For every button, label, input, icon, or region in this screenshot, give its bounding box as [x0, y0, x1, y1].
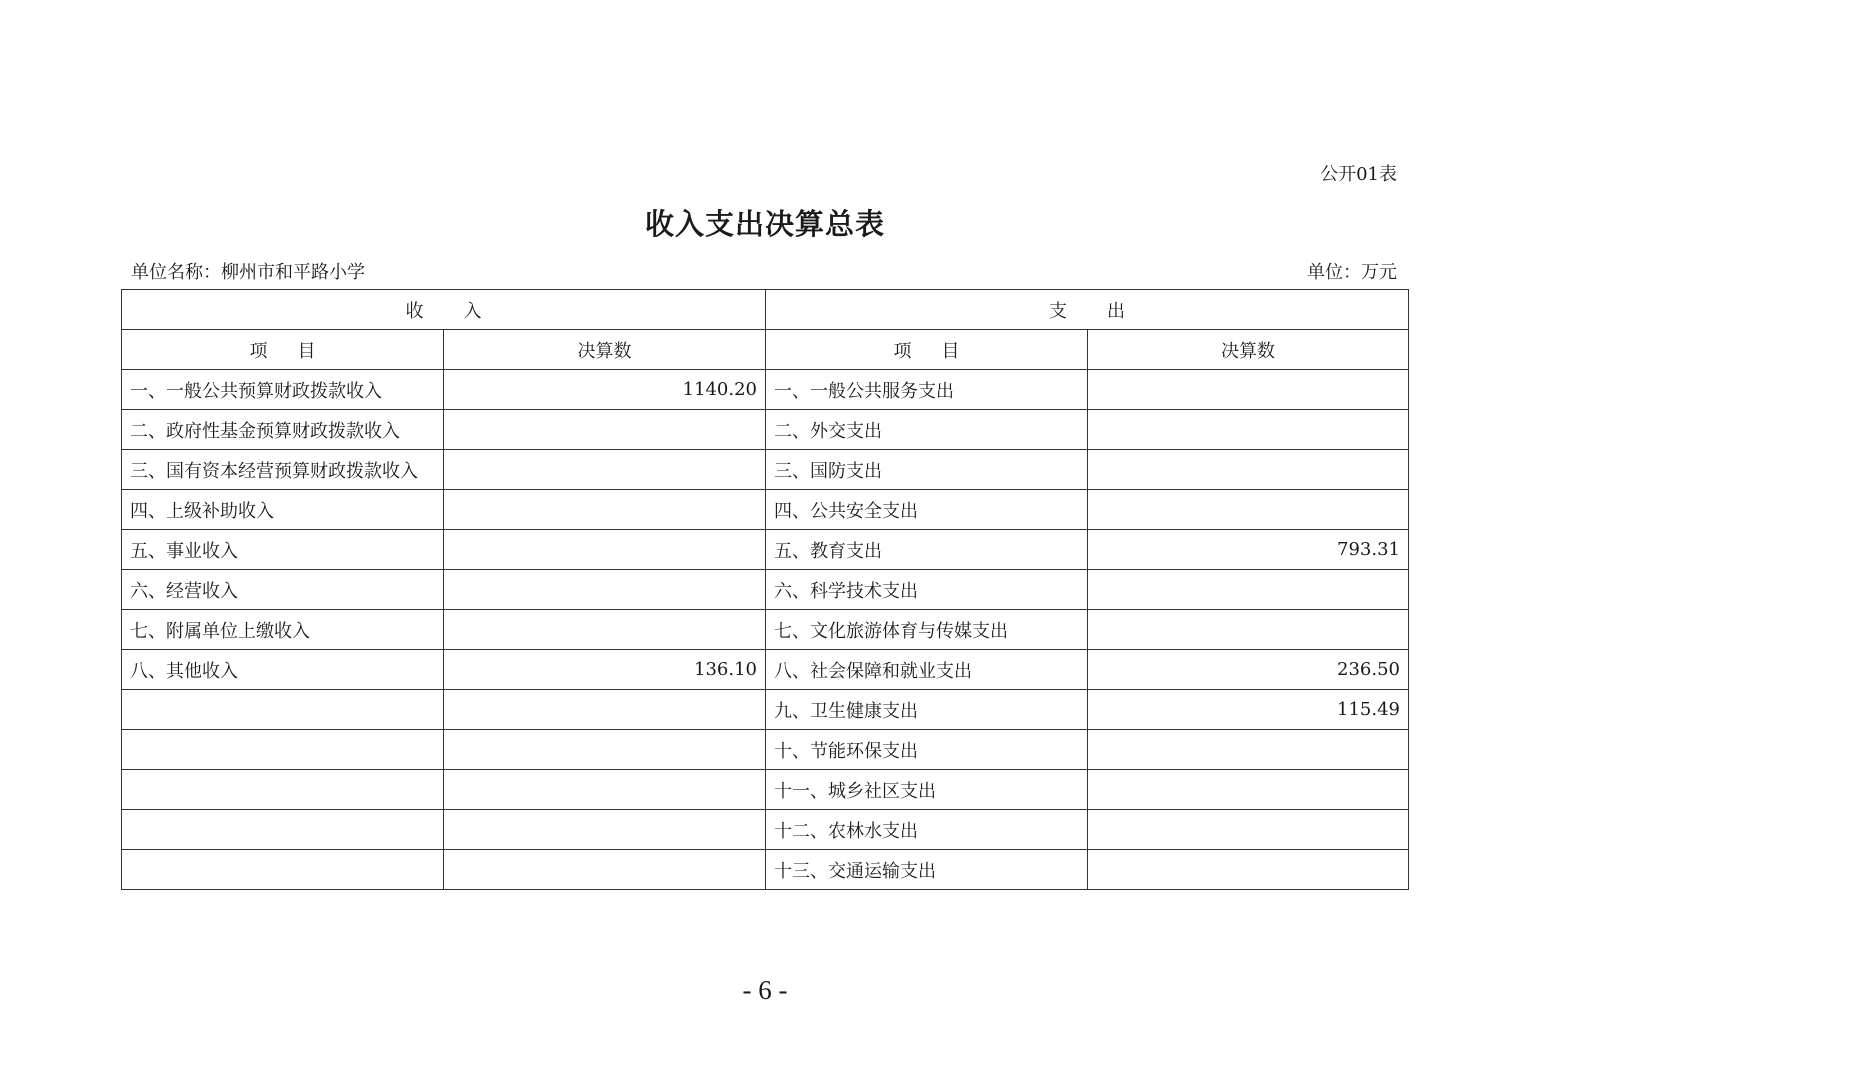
income-item-cell — [122, 810, 444, 850]
income-item-cell — [122, 730, 444, 770]
table-row — [122, 850, 1409, 890]
expense-amount-cell — [1088, 410, 1409, 450]
expense-item-cell: 七、文化旅游体育与传媒支出 — [766, 610, 1088, 650]
table-row — [122, 370, 1409, 410]
group-header-row — [122, 290, 1409, 330]
income-item-cell — [122, 770, 444, 810]
income-item-cell: 三、国有资本经营预算财政拨款收入 — [122, 450, 444, 490]
table-row — [122, 450, 1409, 490]
table-row — [122, 490, 1409, 530]
expense-amount-cell: 236.50 — [1088, 650, 1409, 690]
expense-item-cell: 八、社会保障和就业支出 — [766, 650, 1088, 690]
income-expense-table — [121, 289, 1409, 890]
expense-amount-cell — [1088, 770, 1409, 810]
expense-item-cell: 二、外交支出 — [766, 410, 1088, 450]
income-amount-cell — [444, 450, 766, 490]
page-number: - 6 - — [742, 975, 788, 1005]
income-item-cell: 八、其他收入 — [122, 650, 444, 690]
expense-item-header: 项目 — [766, 330, 1088, 370]
income-amount-header: 决算数 — [444, 330, 766, 370]
meta-row — [131, 258, 1397, 284]
expense-item-cell: 四、公共安全支出 — [766, 490, 1088, 530]
income-amount-cell — [444, 530, 766, 570]
expense-amount-cell — [1088, 810, 1409, 850]
table-row — [122, 730, 1409, 770]
income-amount-cell — [444, 850, 766, 890]
expense-amount-cell: 793.31 — [1088, 530, 1409, 570]
unit-label: 单位：万元 — [1307, 262, 1397, 283]
expense-amount-cell — [1088, 370, 1409, 410]
expense-item-cell: 五、教育支出 — [766, 530, 1088, 570]
income-amount-cell — [444, 570, 766, 610]
income-item-cell — [122, 690, 444, 730]
expense-amount-cell — [1088, 490, 1409, 530]
expense-amount-cell — [1088, 730, 1409, 770]
income-amount-cell — [444, 490, 766, 530]
income-amount-cell: 136.10 — [444, 650, 766, 690]
expense-item-cell: 三、国防支出 — [766, 450, 1088, 490]
table-row — [122, 690, 1409, 730]
income-amount-cell — [444, 690, 766, 730]
expense-header: 支出 — [766, 290, 1409, 330]
table-row — [122, 770, 1409, 810]
table-row — [122, 530, 1409, 570]
income-item-cell: 二、政府性基金预算财政拨款收入 — [122, 410, 444, 450]
expense-amount-cell — [1088, 570, 1409, 610]
expense-item-cell: 十一、城乡社区支出 — [766, 770, 1088, 810]
table-row — [122, 570, 1409, 610]
expense-item-cell: 十三、交通运输支出 — [766, 850, 1088, 890]
income-amount-cell — [444, 610, 766, 650]
income-amount-cell: 1140.20 — [444, 370, 766, 410]
income-amount-cell — [444, 730, 766, 770]
expense-amount-cell — [1088, 610, 1409, 650]
income-amount-cell — [444, 810, 766, 850]
income-item-cell: 七、附属单位上缴收入 — [122, 610, 444, 650]
income-item-cell: 一、一般公共预算财政拨款收入 — [122, 370, 444, 410]
income-item-header: 项目 — [122, 330, 444, 370]
expense-item-cell: 六、科学技术支出 — [766, 570, 1088, 610]
column-header-row — [122, 330, 1409, 370]
income-item-cell: 四、上级补助收入 — [122, 490, 444, 530]
expense-item-cell: 九、卫生健康支出 — [766, 690, 1088, 730]
expense-amount-cell: 115.49 — [1088, 690, 1409, 730]
table-row — [122, 410, 1409, 450]
income-amount-cell — [444, 770, 766, 810]
expense-item-cell: 十、节能环保支出 — [766, 730, 1088, 770]
table-row — [122, 650, 1409, 690]
income-item-cell: 五、事业收入 — [122, 530, 444, 570]
expense-amount-cell — [1088, 450, 1409, 490]
income-amount-cell — [444, 410, 766, 450]
expense-item-cell: 一、一般公共服务支出 — [766, 370, 1088, 410]
expense-amount-header: 决算数 — [1088, 330, 1409, 370]
table-row — [122, 610, 1409, 650]
income-item-cell — [122, 850, 444, 890]
income-item-cell: 六、经营收入 — [122, 570, 444, 610]
expense-item-cell: 十二、农林水支出 — [766, 810, 1088, 850]
form-code: 公开01表 — [1320, 164, 1397, 185]
table-row — [122, 810, 1409, 850]
document-title: 收入支出决算总表 — [644, 207, 885, 241]
income-header: 收入 — [122, 290, 766, 330]
expense-amount-cell — [1088, 850, 1409, 890]
unit-name: 单位名称：柳州市和平路小学 — [131, 262, 365, 283]
